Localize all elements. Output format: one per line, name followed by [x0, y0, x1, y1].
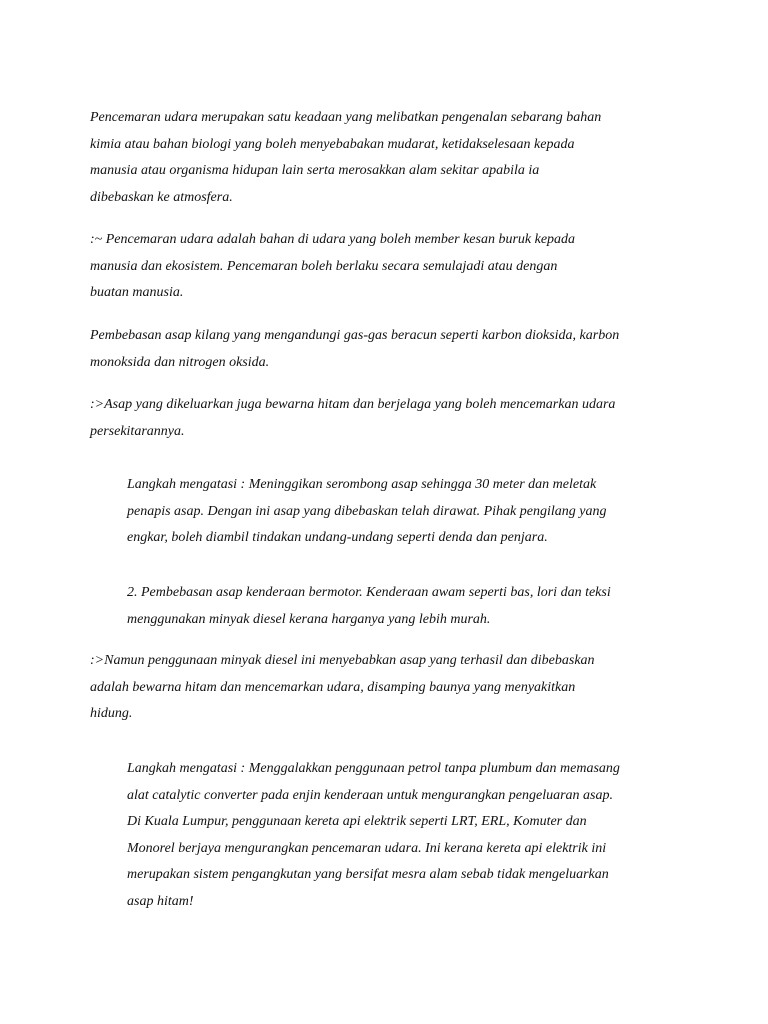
- paragraph-smoke-effect: [90, 392, 690, 445]
- text-line: Pencemaran udara merupakan satu keadaan yang melibatkan pengenalan sebarang bahan: [90, 110, 602, 125]
- text-line: persekitarannya.: [90, 423, 185, 439]
- text-line: merupakan sistem pengangkutan yang bersifat mesra alam sebab tidak mengeluarkan: [127, 867, 609, 882]
- text-line: penapis asap. Dengan ini asap yang dibebaskan telah dirawat. Pihak pengilang yang: [127, 503, 607, 519]
- text-line: adalah bewarna hitam dan mencemarkan udara, disamping baunya yang menyakitkan: [90, 679, 576, 695]
- text-line: Di Kuala Lumpur, penggunaan kereta api elektrik seperti LRT, ERL, Komuter dan: [127, 814, 587, 829]
- text-line: buatan manusia.: [90, 285, 184, 300]
- paragraph-vehicle-smoke: [127, 580, 690, 633]
- text-line: :~ Pencemaran udara adalah bahan di udara yang boleh member kesan buruk kepada: [90, 232, 576, 247]
- text-line: alat catalytic converter pada enjin kenderaan untuk mengurangkan pengeluaran asap.: [127, 787, 614, 803]
- paragraph-factory-solution: [127, 472, 690, 552]
- text-line: Langkah mengatasi : Meninggikan serombong asap sehingga 30 meter dan meletak: [127, 477, 597, 492]
- text-line: dibebaskan ke atmosfera.: [90, 189, 233, 205]
- text-line: kimia atau bahan biologi yang boleh menyebabakan mudarat, ketidakselesaan kepada: [90, 136, 575, 152]
- text-line: Langkah mengatasi : Menggalakkan penggunaan petrol tanpa plumbum dan memasang: [127, 761, 620, 776]
- text-line: asap hitam!: [127, 893, 194, 909]
- text-line: 2. Pembebasan asap kenderaan bermotor. Kenderaan awam seperti bas, lori dan teksi: [127, 585, 611, 600]
- paragraph-vehicle-solution: [127, 756, 690, 915]
- text-line: :>Asap yang dikeluarkan juga bewarna hitam dan berjelaga yang boleh mencemarkan udara: [90, 397, 616, 412]
- text-line: :>Namun penggunaan minyak diesel ini menyebabkan asap yang terhasil dan dibebaskan: [90, 653, 595, 668]
- text-line: Monorel berjaya mengurangkan pencemaran udara. Ini kerana kereta api elektrik ini: [127, 840, 607, 856]
- paragraph-diesel-effect: [90, 648, 690, 728]
- text-line: Pembebasan asap kilang yang mengandungi gas-gas beracun seperti karbon dioksida, karbon: [90, 328, 620, 343]
- text-line: menggunakan minyak diesel kerana harganya yang lebih murah.: [127, 611, 491, 627]
- paragraph-factory-smoke: [90, 323, 690, 376]
- paragraph-definition: [90, 105, 690, 211]
- text-line: hidung.: [90, 706, 133, 721]
- text-line: engkar, boleh diambil tindakan undang-undang seperti denda dan penjara.: [127, 530, 548, 545]
- text-line: manusia dan ekosistem. Pencemaran boleh berlaku secara semulajadi atau dengan: [90, 258, 558, 274]
- text-line: manusia atau organisma hidupan lain serta merosakkan alam sekitar apabila ia: [90, 163, 540, 178]
- text-line: monoksida dan nitrogen oksida.: [90, 354, 270, 370]
- paragraph-definition-alt: [90, 227, 690, 307]
